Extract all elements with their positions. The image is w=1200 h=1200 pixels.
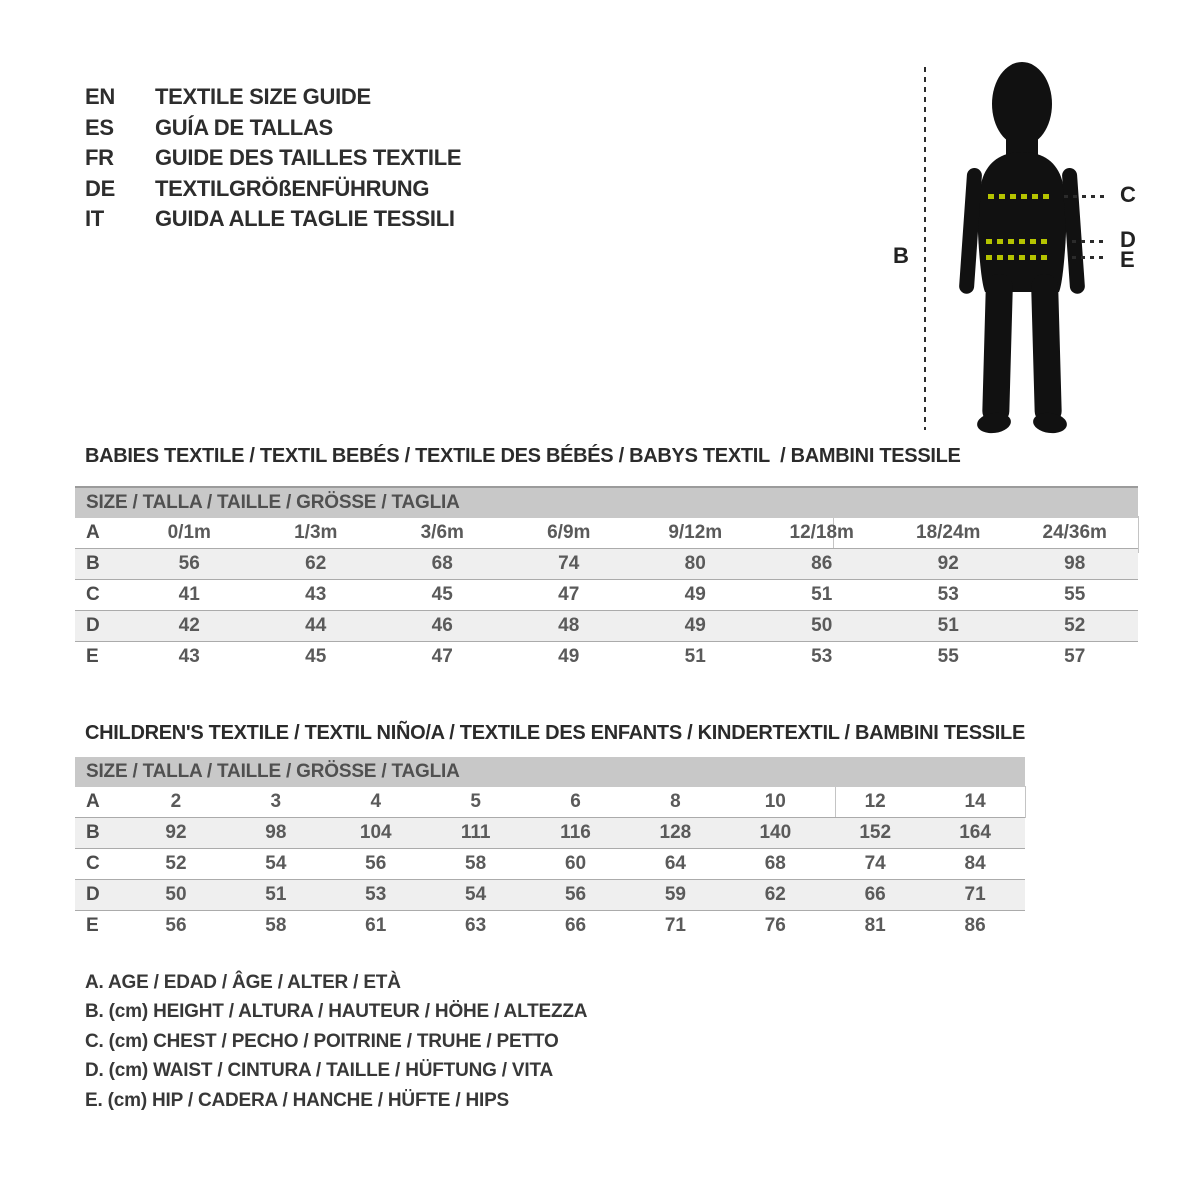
row-label: E (86, 915, 99, 936)
guide-title-fr: GUIDE DES TAILLES TEXTILE (155, 145, 462, 171)
waist-label: D (1120, 227, 1136, 252)
row-label: C (86, 853, 100, 874)
table-cell: 51 (684, 646, 706, 667)
table-row (75, 549, 1138, 580)
table-cell: 6 (570, 791, 581, 812)
chest-measure-line (988, 194, 1054, 199)
table-cell: 98 (265, 822, 287, 843)
table-cell: 4 (370, 791, 382, 812)
table-cell: 9/12m (668, 522, 723, 543)
table-cell: 63 (465, 915, 487, 936)
table-cell: 81 (864, 915, 886, 936)
table-cell: 66 (564, 915, 587, 936)
table-cell: 92 (165, 822, 187, 843)
table-row (75, 849, 1025, 880)
waist-connector-line (1072, 240, 1108, 243)
lang-row-fr (85, 143, 461, 174)
row-label: B (86, 553, 100, 574)
table-cell: 92 (937, 553, 959, 574)
table-cell: 116 (560, 822, 591, 843)
table-cell: 58 (465, 853, 487, 874)
child-silhouette-icon (950, 52, 1100, 437)
row-label: E (86, 646, 99, 667)
table-cell: 60 (564, 853, 587, 874)
row-label: D (86, 884, 100, 905)
table-cell: 48 (558, 615, 580, 636)
table-cell: 68 (431, 553, 453, 574)
table-cell: 47 (558, 584, 580, 605)
table-cell: 54 (465, 884, 487, 905)
row-label: B (86, 822, 100, 843)
table-cell: 50 (165, 884, 187, 905)
lang-row-it (85, 204, 461, 235)
lang-row-es (85, 113, 461, 144)
legend-hip: E. (cm) HIP / CADERA / HANCHE / HÜFTE / HIPS (85, 1089, 510, 1111)
waist-measure-line (986, 239, 1052, 244)
hip-label: E (1120, 247, 1135, 272)
lang-code: IT (85, 206, 104, 232)
table-row (75, 818, 1025, 849)
legend-height: B. (cm) HEIGHT / ALTURA / HAUTEUR / HÖHE / ALTEZZA (85, 1001, 588, 1023)
guide-title-en: TEXTILE SIZE GUIDE (155, 84, 371, 110)
table-cell: 140 (759, 822, 792, 843)
legend-waist: D. (cm) WAIST / CINTURA / TAILLE / HÜFTUNG / VITA (85, 1060, 553, 1082)
table-cell: 24/36m (1042, 522, 1107, 543)
legend-age: A. AGE / EDAD / ÂGE / ALTER / ETÀ (85, 971, 401, 993)
guide-title-it: GUIDA ALLE TAGLIE TESSILI (155, 206, 455, 232)
table-cell: 14 (964, 791, 986, 812)
row-label: C (86, 584, 100, 605)
table-cell: 44 (305, 615, 327, 636)
chest-connector-line (1064, 195, 1108, 198)
table-cell: 53 (365, 884, 387, 905)
height-label: B (893, 243, 909, 268)
table-cell: 49 (684, 615, 706, 636)
table-cell: 71 (664, 915, 686, 936)
guide-title-es: GUÍA DE TALLAS (155, 114, 333, 140)
row-label: A (86, 522, 100, 543)
table-cell: 52 (1064, 615, 1086, 636)
table-cell: 66 (864, 884, 886, 905)
row-label: D (86, 615, 100, 636)
table-cell: 53 (811, 646, 833, 667)
table-cell: 8 (670, 791, 681, 812)
table-cell: 57 (1064, 646, 1086, 667)
table-cell: 74 (558, 553, 580, 574)
hip-connector-line (1072, 256, 1108, 259)
table-row (75, 911, 1025, 941)
children-section-title: CHILDREN'S TEXTILE / TEXTIL NIÑO/A / TEXTILE DES ENFANTS / KINDERTEXTIL / BAMBINI TESSILE (85, 722, 1025, 744)
lang-code: FR (85, 145, 114, 171)
table-cell: 55 (937, 646, 959, 667)
table-cell: 76 (764, 915, 786, 936)
measurement-legend (85, 968, 587, 1116)
table-cell: 104 (359, 822, 392, 843)
table-cell: 47 (431, 646, 453, 667)
table-cell: 10 (764, 791, 786, 812)
table-cell: 51 (265, 884, 287, 905)
table-cell: 62 (764, 884, 786, 905)
table-cell: 98 (1064, 553, 1086, 574)
table-cell: 56 (564, 884, 587, 905)
height-measure-line (924, 67, 926, 430)
table-cell: 45 (305, 646, 327, 667)
table-cell: 111 (460, 822, 491, 843)
table-cell: 80 (684, 553, 706, 574)
table-cell: 62 (305, 553, 327, 574)
lang-code: DE (85, 175, 115, 201)
table-cell: 43 (178, 646, 200, 667)
children-size-table (75, 757, 1025, 941)
lang-row-de (85, 174, 461, 205)
table-cell: 58 (265, 915, 287, 936)
table-cell: 56 (178, 553, 200, 574)
lang-row-en (85, 82, 461, 113)
row-label: A (86, 791, 100, 812)
table-cell: 49 (558, 646, 580, 667)
lang-code: EN (85, 84, 115, 110)
table-cell: 54 (265, 853, 287, 874)
table-row (75, 787, 1025, 818)
table-cell: 6/9m (547, 522, 591, 543)
table-cell: 59 (664, 884, 686, 905)
table-row (75, 518, 1138, 549)
table-cell: 86 (964, 915, 986, 936)
table-cell: 3/6m (420, 522, 464, 543)
table-cell: 64 (664, 853, 686, 874)
table-cell: 71 (964, 884, 986, 905)
table-cell: 41 (178, 584, 200, 605)
table-cell: 49 (684, 584, 706, 605)
table-row (75, 642, 1138, 672)
hip-measure-line (986, 255, 1052, 260)
lang-code: ES (85, 114, 114, 140)
table-body (75, 787, 1025, 941)
table-cell: 46 (431, 615, 453, 636)
table-cell: 68 (764, 853, 786, 874)
table-cell: 42 (178, 615, 200, 636)
table-cell: 2 (170, 791, 182, 812)
table-cell: 18/24m (916, 522, 981, 543)
babies-size-table (75, 486, 1138, 672)
table-cell: 12 (864, 791, 886, 812)
guide-title-de: TEXTILGRÖßENFÜHRUNG (155, 175, 430, 201)
table-cell: 55 (1064, 584, 1086, 605)
table-cell: 86 (811, 553, 833, 574)
table-cell: 1/3m (294, 522, 338, 543)
table-header: SIZE / TALLA / TAILLE / GRÖSSE / TAGLIA (75, 757, 1025, 787)
table-cell: 164 (959, 822, 991, 843)
table-cell: 5 (470, 791, 481, 812)
table-cell: 56 (165, 915, 187, 936)
table-row (75, 880, 1025, 911)
table-header: SIZE / TALLA / TAILLE / GRÖSSE / TAGLIA (75, 486, 1138, 518)
table-row (75, 611, 1138, 642)
table-cell: 53 (937, 584, 959, 605)
chest-label: C (1120, 182, 1136, 207)
table-cell: 152 (859, 822, 892, 843)
table-body (75, 518, 1138, 672)
table-cell: 43 (305, 584, 327, 605)
table-cell: 12/18m (789, 522, 854, 543)
table-cell: 45 (431, 584, 453, 605)
table-cell: 61 (365, 915, 387, 936)
table-cell: 52 (165, 853, 187, 874)
table-cell: 128 (659, 822, 692, 843)
legend-chest: C. (cm) CHEST / PECHO / POITRINE / TRUHE / PETTO (85, 1030, 559, 1052)
table-cell: 51 (937, 615, 959, 636)
table-cell: 74 (864, 853, 886, 874)
table-cell: 51 (811, 584, 833, 605)
babies-section-title: BABIES TEXTILE / TEXTIL BEBÉS / TEXTILE DES BÉBÉS / BABYS TEXTIL / BAMBINI TESSILE (85, 445, 961, 467)
language-title-block (85, 82, 461, 235)
table-cell: 0/1m (167, 522, 211, 543)
table-cell: 50 (811, 615, 833, 636)
table-row (75, 580, 1138, 611)
table-cell: 84 (964, 853, 986, 874)
table-cell: 56 (365, 853, 387, 874)
table-cell: 3 (270, 791, 282, 812)
